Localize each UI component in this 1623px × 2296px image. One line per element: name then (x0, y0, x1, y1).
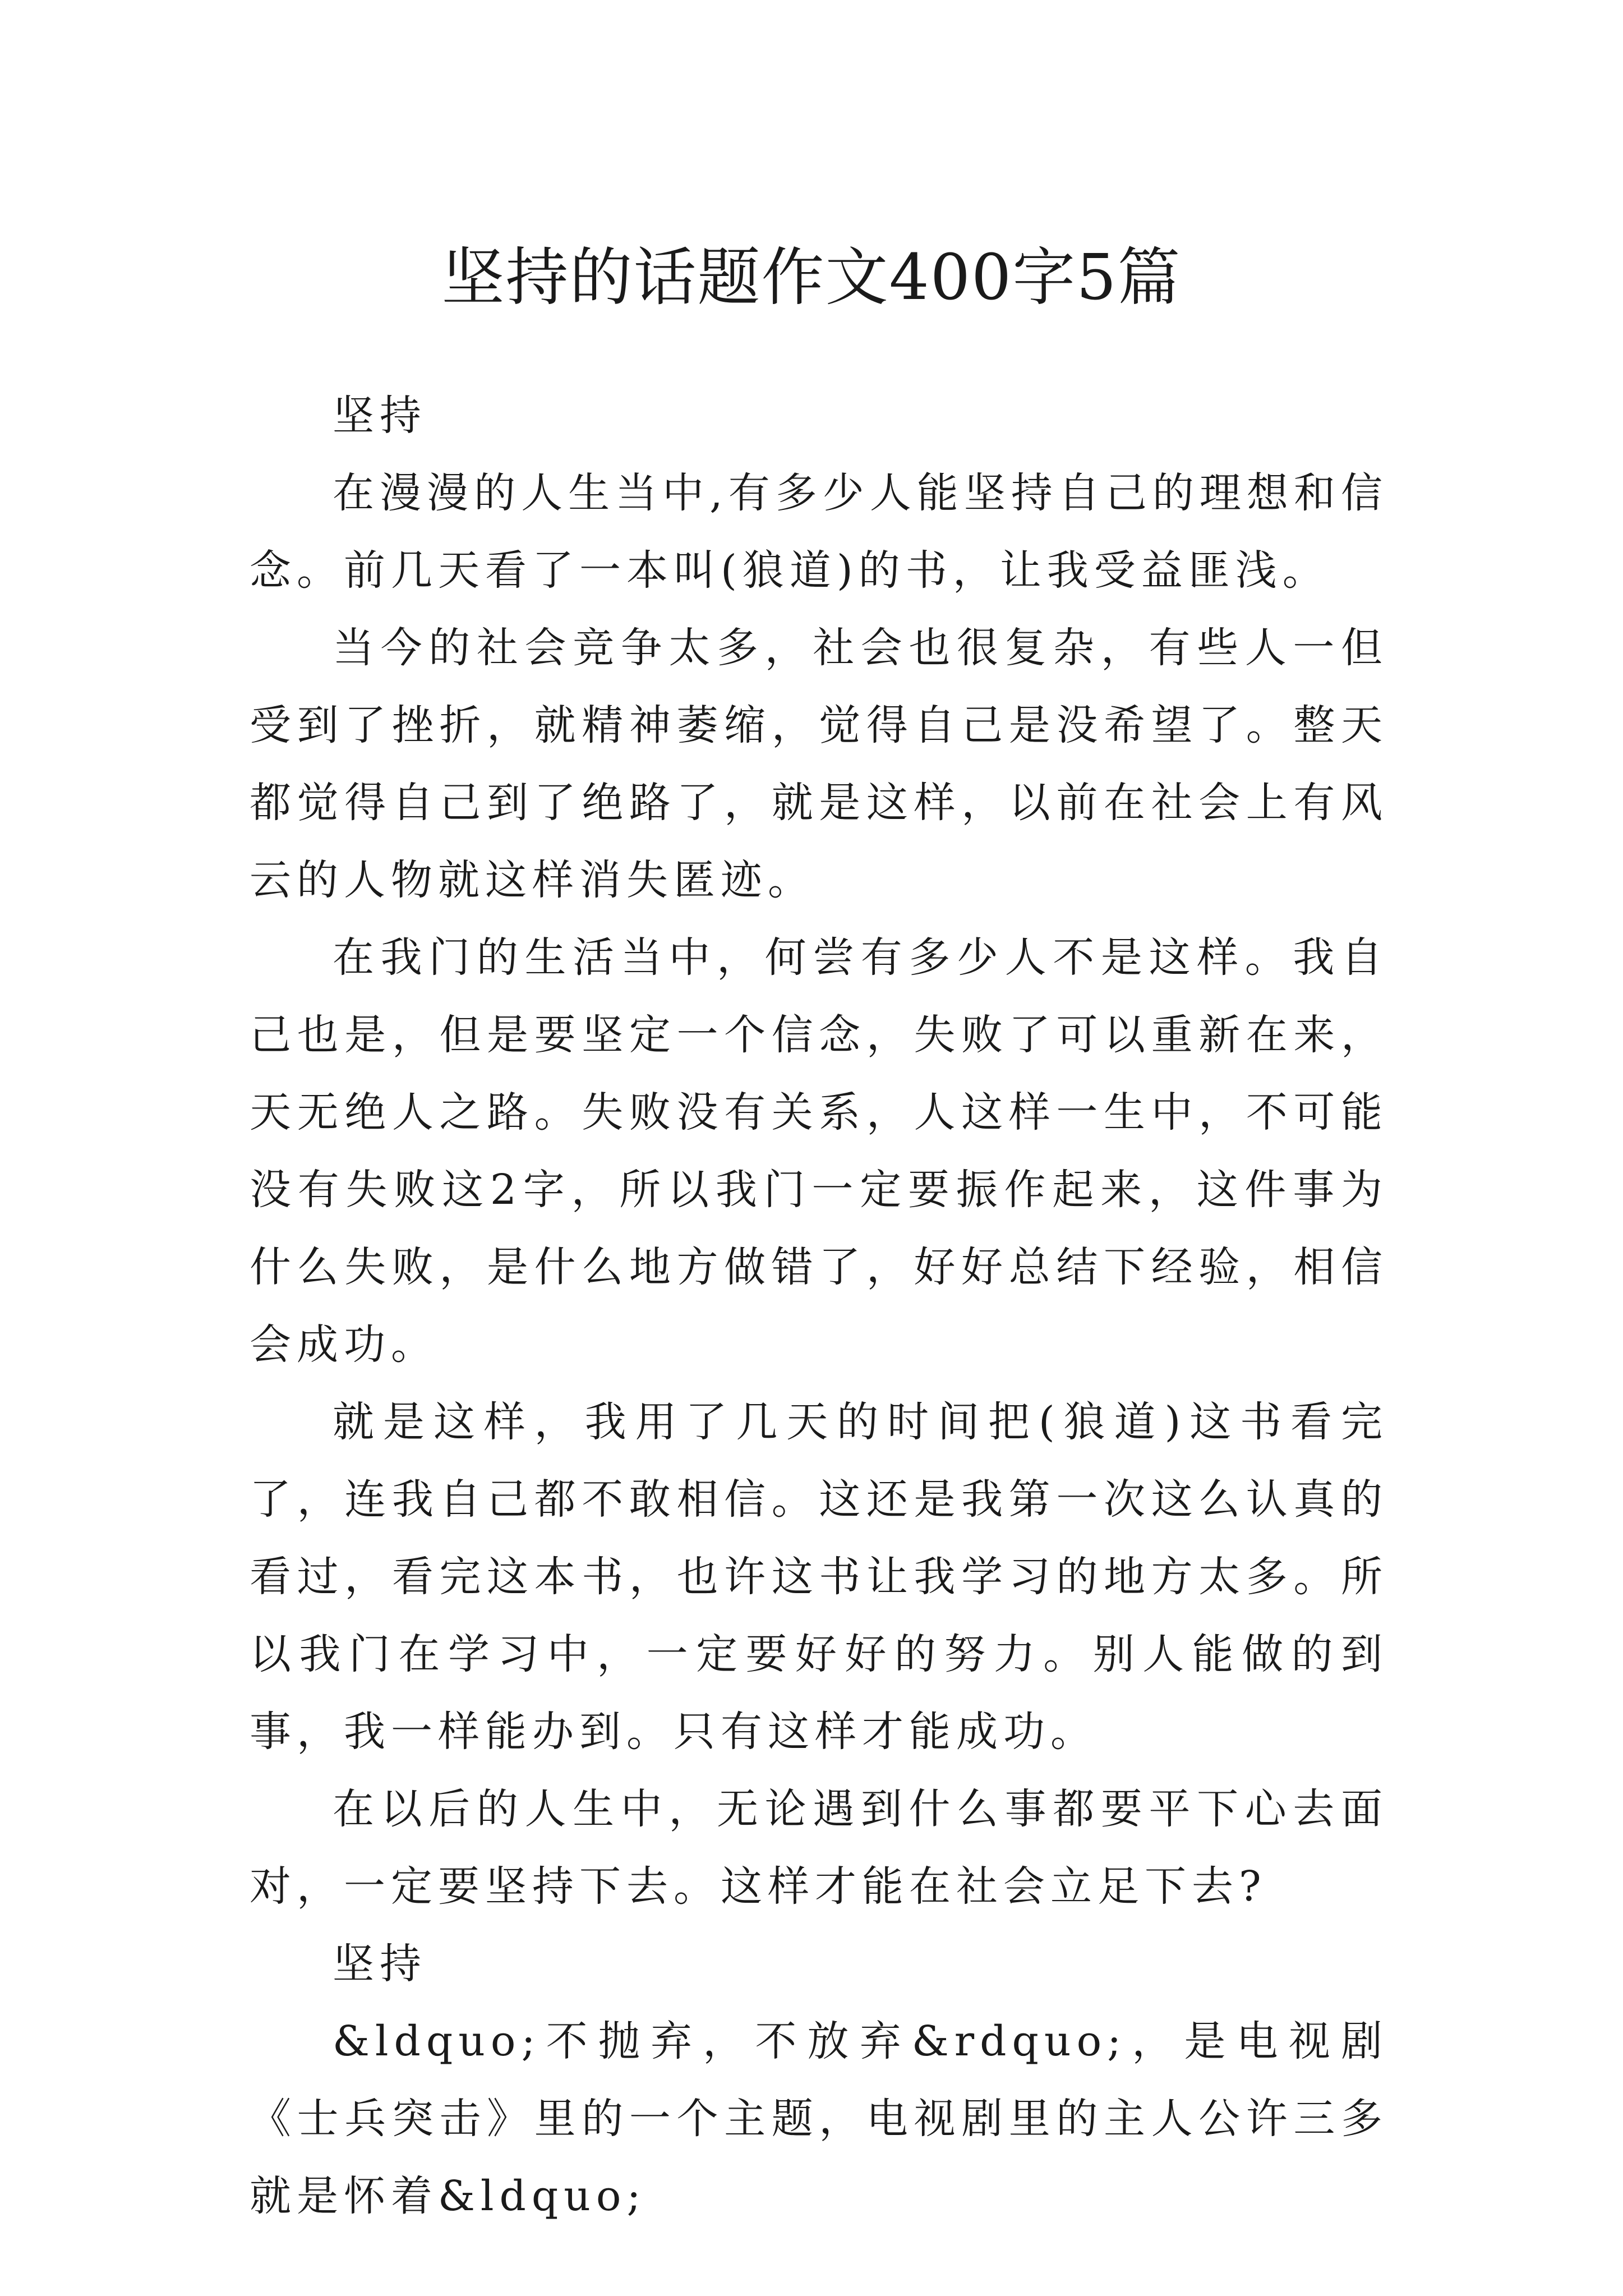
paragraph: 坚持 (333, 1940, 427, 1988)
paragraph: 在以后的人生中，无论遇到什么事都要平下心去面对，一定要坚持下去。这样才能在社会立足下去? (250, 1785, 1388, 1911)
paragraph: 在漫漫的人生当中,有多少人能坚持自己的理想和信念。前几天看了一本叫(狼道)的书，让我受益匪浅。 (250, 469, 1388, 595)
document-body (250, 377, 1388, 2235)
paragraph: 当今的社会竞争太多，社会也很复杂，有些人一但受到了挫折，就精神萎缩，觉得自己是没希望了。整天都觉得自己到了绝路了，就是这样，以前在社会上有风云的人物就这样消失匿迹。 (250, 624, 1388, 904)
paragraph: 坚持 (333, 392, 427, 440)
paragraph: &ldquo;不抛弃，不放弃&rdquo;，是电视剧《士兵突击》里的一个主题，电视剧里的主人公许三多就是怀着&ldquo; (250, 2017, 1388, 2220)
paragraph: 在我门的生活当中，何尝有多少人不是这样。我自己也是，但是要坚定一个信念，失败了可以重新在来，天无绝人之路。失败没有关系，人这样一生中，不可能没有失败这2字，所以我门一定要振作起来，这件事为什么失败，是什么地方做错了，好好总结下经验，相信会成功。 (250, 933, 1388, 1369)
document-title: 坚持的话题作文400字5篇 (441, 241, 1182, 315)
paragraph: 就是这样，我用了几天的时间把(狼道)这书看完了，连我自己都不敢相信。这还是我第一次这么认真的看过，看完这本书，也许这书让我学习的地方太多。所以我门在学习中，一定要好好的努力。别人能做的到事，我一样能办到。只有这样才能成功。 (250, 1398, 1388, 1756)
